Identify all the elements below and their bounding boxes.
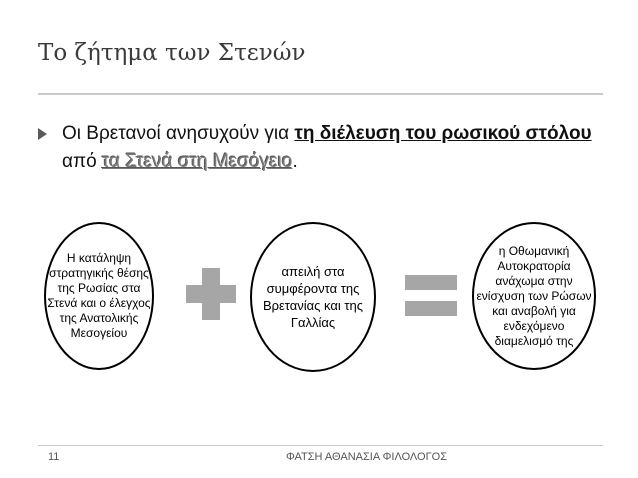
footer-author: ΦΑΤΣΗ ΑΘΑΝΑΣΙΑ ΦΙΛΟΛΟΓΟΣ — [286, 451, 448, 463]
circle-threat — [250, 222, 376, 372]
circle-result — [472, 222, 596, 370]
title-divider — [38, 93, 603, 95]
page-number: 11 — [48, 451, 60, 463]
plus-icon — [186, 268, 236, 320]
bullet-text-part2: από — [62, 151, 102, 172]
bullet-text-part3: . — [292, 151, 298, 172]
circle-threat-text: απειλή στα συμφέροντα της Βρετανίας και της Γαλλίας — [262, 264, 364, 330]
triangle-bullet-icon — [38, 128, 47, 140]
bullet-text — [62, 120, 602, 176]
circle-cause-text: Η κατάληψη στρατηγικής θέσης της Ρωσίας στα Στενά και ο έλεγχος της Ανατολικής Μεσογείου — [47, 251, 151, 340]
footer-divider — [38, 445, 603, 446]
circle-result-text: η Οθωμανική Αυτοκρατορία ανάχωμα στην ενίσχυση των Ρώσων και αναβολή για ενδεχόμενο διαμελισμό της — [476, 243, 592, 348]
slide-title: Το ζήτημα των Στενών — [38, 40, 306, 66]
bullet-text-bold-underlined: τη διέλευση του ρωσικού στόλου — [294, 123, 592, 144]
circle-cause — [44, 222, 154, 370]
equals-icon — [405, 275, 457, 317]
bullet-text-part1: Οι Βρετανοί ανησυχούν για — [62, 123, 295, 144]
bullet-text-emphasized: τα Στενά στη Μεσόγειο — [101, 151, 293, 172]
